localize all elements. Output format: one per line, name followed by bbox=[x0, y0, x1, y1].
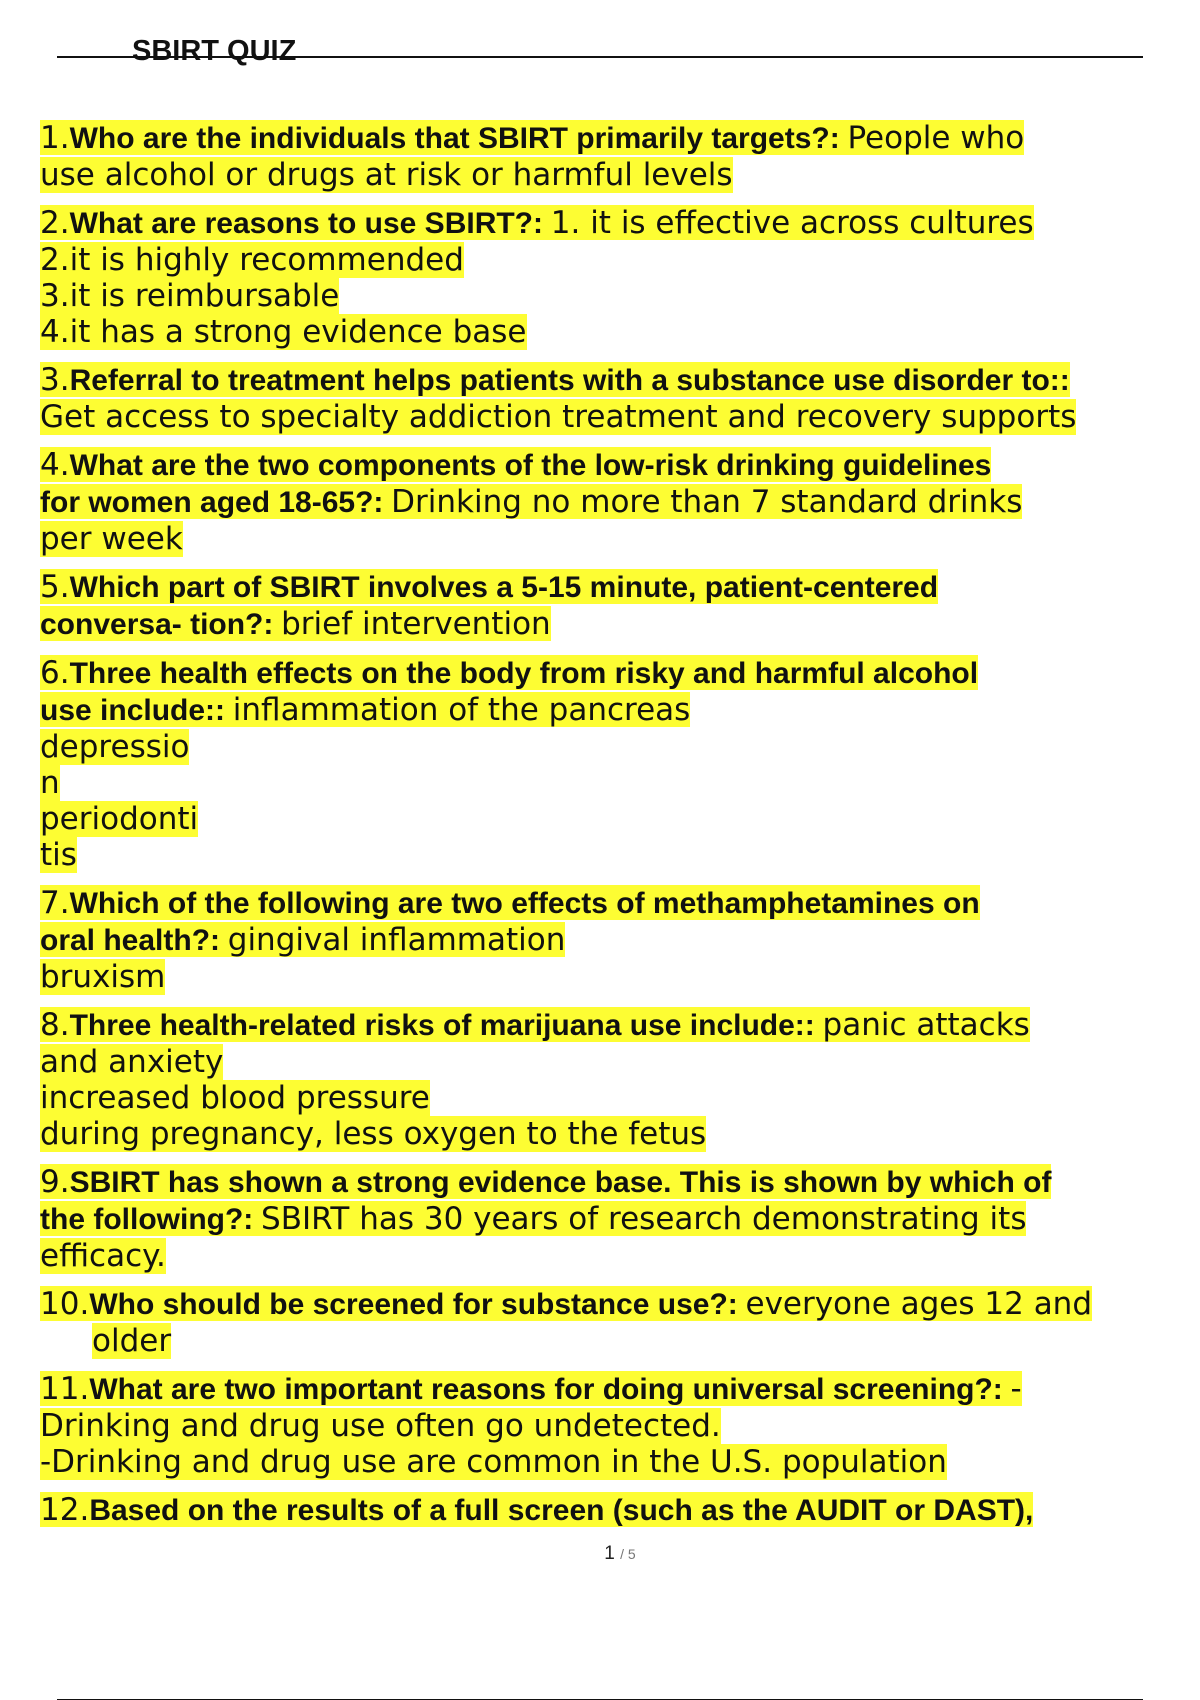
item-number: 3. bbox=[40, 362, 70, 398]
question-text: What are the two components of the low-risk drinking guidelines for women aged 18-65?: bbox=[40, 449, 992, 519]
answer-line: 4.it has a strong evidence base bbox=[40, 314, 527, 350]
answer-text: People who bbox=[847, 120, 1025, 156]
question-text: What are reasons to use SBIRT?: bbox=[69, 207, 544, 240]
answer-line: -Drinking and drug use are common in the U.S. population bbox=[40, 1444, 947, 1480]
question-block bbox=[40, 205, 1034, 240]
item-number: 11. bbox=[40, 1371, 90, 1407]
answer-line: and anxiety bbox=[40, 1044, 224, 1080]
question-block bbox=[40, 447, 1022, 519]
answer-text: panic attacks bbox=[822, 1007, 1030, 1043]
item-number: 8. bbox=[40, 1007, 70, 1043]
answer-line: Drinking and drug use often go undetected. bbox=[40, 1408, 721, 1444]
answer-text: Drinking no more than 7 standard drinks bbox=[391, 484, 1023, 520]
question-block bbox=[40, 362, 1070, 397]
answer-text: brief intervention bbox=[281, 606, 551, 642]
question-text: Which part of SBIRT involves a 5-15 minute, patient-centered conversa- tion?: bbox=[40, 571, 939, 641]
answer-indent bbox=[40, 1323, 171, 1358]
page-indicator bbox=[0, 1543, 1200, 1565]
answer-text: gingival inflammation bbox=[227, 922, 566, 958]
answer-line: efficacy. bbox=[40, 1238, 166, 1274]
item-number: 6. bbox=[40, 655, 70, 691]
question-text: What are two important reasons for doing universal screening?: bbox=[89, 1373, 1003, 1406]
item-number: 9. bbox=[40, 1164, 70, 1200]
answer-line: increased blood pressure bbox=[40, 1080, 430, 1116]
qa-item-7 bbox=[40, 885, 1170, 995]
qa-item-11 bbox=[40, 1371, 1170, 1480]
qa-item-5 bbox=[40, 569, 1170, 643]
item-number: 10. bbox=[40, 1286, 90, 1322]
question-block bbox=[40, 885, 980, 957]
answer-line: per week bbox=[40, 521, 183, 557]
answer-line: depressio bbox=[40, 729, 190, 765]
item-number: 4. bbox=[40, 447, 70, 483]
item-number: 1. bbox=[40, 120, 70, 156]
answer-line: 3.it is reimbursable bbox=[40, 278, 340, 314]
question-block bbox=[40, 120, 1024, 155]
item-number: 5. bbox=[40, 569, 70, 605]
question-block bbox=[40, 1164, 1051, 1236]
question-text: Who should be screened for substance use?: bbox=[89, 1288, 738, 1321]
page-total: / 5 bbox=[620, 1546, 636, 1562]
question-text: Three health effects on the body from risky and harmful alcohol use include:: bbox=[40, 657, 979, 727]
question-text: Who are the individuals that SBIRT primarily targets?: bbox=[69, 122, 840, 155]
question-block bbox=[40, 1007, 1030, 1042]
question-block bbox=[40, 1492, 1033, 1527]
qa-item-6 bbox=[40, 655, 1170, 873]
answer-line: periodonti bbox=[40, 801, 199, 837]
question-block bbox=[40, 655, 978, 727]
qa-item-2 bbox=[40, 205, 1170, 350]
question-text: Based on the results of a full screen (such as the AUDIT or DAST), bbox=[89, 1494, 1034, 1527]
question-block bbox=[40, 569, 938, 641]
answer-line: tis bbox=[40, 837, 77, 873]
qa-item-12 bbox=[40, 1492, 1170, 1529]
question-text: Which of the following are two effects of methamphetamines on oral health?: bbox=[40, 887, 980, 957]
answer-line: n bbox=[40, 765, 60, 801]
qa-item-10 bbox=[40, 1286, 1170, 1359]
item-number: 7. bbox=[40, 885, 70, 921]
answer-text: SBIRT has 30 years of research demonstrating its bbox=[261, 1201, 1027, 1237]
answer-text: - bbox=[1010, 1371, 1022, 1407]
answer-line: bruxism bbox=[40, 959, 166, 995]
question-block bbox=[40, 1371, 1022, 1406]
qa-item-1 bbox=[40, 120, 1170, 193]
answer-line: use alcohol or drugs at risk or harmful levels bbox=[40, 157, 733, 193]
answer-line: Get access to specialty addiction treatment and recovery supports bbox=[40, 399, 1077, 435]
answer-line: 2.it is highly recommended bbox=[40, 242, 464, 278]
answer-text: everyone ages 12 and bbox=[745, 1286, 1093, 1322]
question-text: Three health-related risks of marijuana use include:: bbox=[69, 1009, 815, 1042]
qa-item-9 bbox=[40, 1164, 1170, 1274]
answer-line: older bbox=[92, 1323, 172, 1359]
qa-item-8 bbox=[40, 1007, 1170, 1152]
item-number: 12. bbox=[40, 1492, 90, 1528]
answer-text: inflammation of the pancreas bbox=[232, 692, 691, 728]
answer-line: during pregnancy, less oxygen to the fetus bbox=[40, 1116, 707, 1152]
top-rule bbox=[57, 56, 1143, 58]
qa-list bbox=[40, 120, 1170, 1541]
page-number: 1 bbox=[604, 1543, 615, 1564]
question-block bbox=[40, 1286, 1092, 1321]
item-number: 2. bbox=[40, 205, 70, 241]
qa-item-4 bbox=[40, 447, 1170, 557]
answer-text: 1. it is effective across cultures bbox=[550, 205, 1034, 241]
question-text: SBIRT has shown a strong evidence base. This is shown by which of the following?: bbox=[40, 1166, 1052, 1236]
question-text: Referral to treatment helps patients with a substance use disorder to:: bbox=[69, 364, 1070, 397]
page-title: SBIRT QUIZ bbox=[132, 35, 297, 67]
qa-item-3 bbox=[40, 362, 1170, 435]
